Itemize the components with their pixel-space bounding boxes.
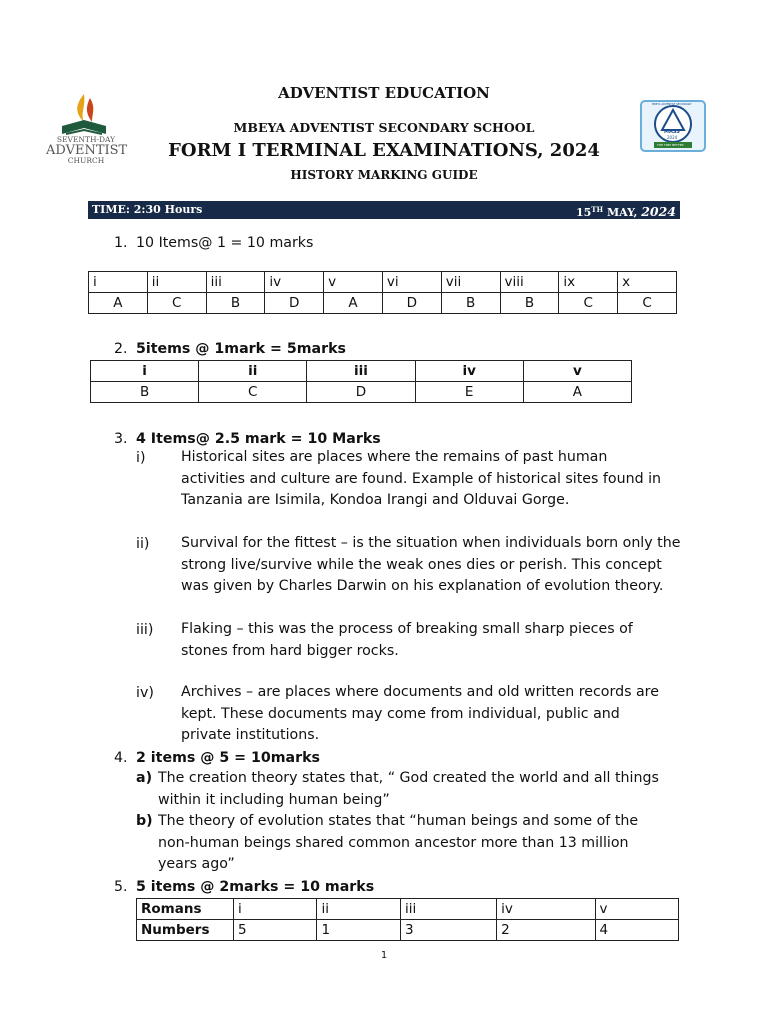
guide-title: HISTORY MARKING GUIDE [290, 168, 478, 182]
text-line: The theory of evolution states that “human beings and some of the [158, 813, 639, 829]
text-line: strong live/survive while the weak ones dies or perish. This concept [181, 556, 662, 573]
exam-title: FORM I TERMINAL EXAMINATIONS, 2024 [168, 140, 600, 161]
q5-number-cell: 4 [595, 920, 678, 941]
logo-text-line1: SEVENTH-DAY [56, 135, 116, 144]
q1-answer-cell: B [206, 293, 265, 314]
q5-roman-cell: iii [400, 899, 496, 920]
q3-item-label: iii) [136, 622, 154, 638]
q3-item-text [181, 533, 680, 598]
q5-roman-cell: iv [497, 899, 595, 920]
text-line: was given by Charles Darwin on his explanation of evolution theory. [181, 578, 664, 594]
q1-answer-cell: D [382, 293, 441, 314]
q5-answer-table [136, 898, 679, 941]
q1-answer-table [88, 271, 677, 314]
q5-roman-cell: i [234, 899, 317, 920]
q2-roman-cell: iii [307, 361, 415, 382]
page-number: 1 [380, 950, 388, 961]
q1-number: 1. [114, 235, 128, 251]
q3-item-text [181, 447, 661, 512]
q4-number: 4. [114, 750, 128, 766]
q1-roman-cell: ix [559, 272, 618, 293]
text-line: activities and culture are found. Example of historical sites found in [181, 470, 662, 487]
q1-roman-cell: iv [265, 272, 324, 293]
q1-roman-cell: iii [206, 272, 265, 293]
q3-item-label: ii) [136, 536, 150, 552]
q4-item-label: a) [136, 770, 153, 786]
text-line: Tanzania are Isimila, Kondoa Irangi and Olduvai Gorge. [181, 492, 570, 508]
q3-heading: 4 Items@ 2.5 mark = 10 Marks [136, 431, 381, 447]
q2-answer-cell: A [523, 382, 631, 403]
q2-roman-cell: i [91, 361, 199, 382]
q1-answer-cell: A [89, 293, 148, 314]
q2-roman-cell: v [523, 361, 631, 382]
text-line: private institutions. [181, 727, 320, 743]
crest-text-motto: THE TIME BETTER [657, 143, 684, 147]
q1-heading: 10 Items@ 1 = 10 marks [136, 235, 314, 251]
date-year: 2024 [641, 204, 676, 219]
q1-roman-cell: vi [382, 272, 441, 293]
q5-number-cell: 5 [234, 920, 317, 941]
table-row [137, 899, 679, 920]
q4-heading: 2 items @ 5 = 10marks [136, 750, 320, 766]
q5-row-label: Romans [137, 899, 234, 920]
q5-number: 5. [114, 879, 128, 895]
text-line: non-human beings shared common ancestor more than 13 million [158, 834, 629, 851]
q2-answer-table [90, 360, 632, 403]
q1-answer-cell: C [559, 293, 618, 314]
text-line: stones from hard bigger rocks. [181, 642, 399, 659]
q1-roman-cell: i [89, 272, 148, 293]
q1-roman-cell: v [324, 272, 383, 293]
table-row [91, 382, 632, 403]
q3-item-label: iv) [136, 685, 154, 701]
q1-answer-cell: A [324, 293, 383, 314]
q5-number-cell: 1 [317, 920, 400, 941]
q2-roman-cell: ii [199, 361, 307, 382]
q1-answer-cell: C [147, 293, 206, 314]
logo-text-line2: ADVENTIST [46, 143, 128, 158]
date-suffix: TH [591, 205, 604, 214]
logo-text-line3: CHURCH [67, 156, 105, 165]
q2-answer-cell: D [307, 382, 415, 403]
q1-answer-cell: C [618, 293, 677, 314]
text-line: Survival for the fittest – is the situation when individuals born only the [181, 535, 681, 551]
date-month: MAY, [603, 206, 642, 219]
table-row [89, 272, 677, 293]
crest-text-year: 2024 [667, 135, 678, 140]
q5-roman-cell: ii [317, 899, 400, 920]
text-line: kept. These documents may come from individual, public and [181, 705, 620, 722]
q5-number-cell: 2 [497, 920, 595, 941]
table-row [89, 293, 677, 314]
school-name: MBEYA ADVENTIST SECONDARY SCHOOL [233, 120, 535, 135]
crest-text-ring: MBEYA ADVENTIST SECONDARY [652, 103, 692, 106]
q4-item-text [158, 811, 638, 876]
text-line: Historical sites are places where the remains of past human [181, 449, 608, 465]
q5-row-label: Numbers [137, 920, 234, 941]
text-line: Archives – are places where documents and old written records are [181, 684, 659, 700]
q2-number: 2. [114, 341, 128, 357]
q5-number-cell: 3 [400, 920, 496, 941]
q3-item-label: i) [136, 450, 146, 466]
text-line: within it including human being” [158, 791, 390, 808]
time-date-bar [88, 201, 680, 219]
q3-item-text [181, 682, 659, 747]
exam-date [576, 201, 676, 222]
q2-roman-cell: iv [415, 361, 523, 382]
q4-item-text [158, 768, 659, 811]
q1-answer-cell: B [500, 293, 559, 314]
q5-roman-cell: v [595, 899, 678, 920]
q1-roman-cell: vii [441, 272, 500, 293]
q2-answer-cell: C [199, 382, 307, 403]
text-line: The creation theory states that, “ God created the world and all things [158, 770, 659, 786]
org-title: ADVENTIST EDUCATION [278, 84, 490, 102]
q4-item-label: b) [136, 813, 153, 829]
text-line: Flaking – this was the process of breaking small sharp pieces of [181, 621, 633, 637]
q2-answer-cell: E [415, 382, 523, 403]
text-line: years ago” [158, 856, 235, 872]
q3-number: 3. [114, 431, 128, 447]
q1-roman-cell: ii [147, 272, 206, 293]
q1-answer-cell: D [265, 293, 324, 314]
date-day: 15 [575, 206, 592, 219]
q2-answer-cell: B [91, 382, 199, 403]
crest-text-mass: MASS [664, 129, 680, 135]
q1-answer-cell: B [441, 293, 500, 314]
q1-roman-cell: x [618, 272, 677, 293]
q5-heading: 5 items @ 2marks = 10 marks [136, 879, 375, 895]
q1-roman-cell: viii [500, 272, 559, 293]
table-row [137, 920, 679, 941]
exam-time: TIME: 2:30 Hours [92, 203, 203, 216]
q3-item-text [181, 619, 633, 662]
table-row [91, 361, 632, 382]
q2-heading: 5items @ 1mark = 5marks [136, 341, 346, 357]
